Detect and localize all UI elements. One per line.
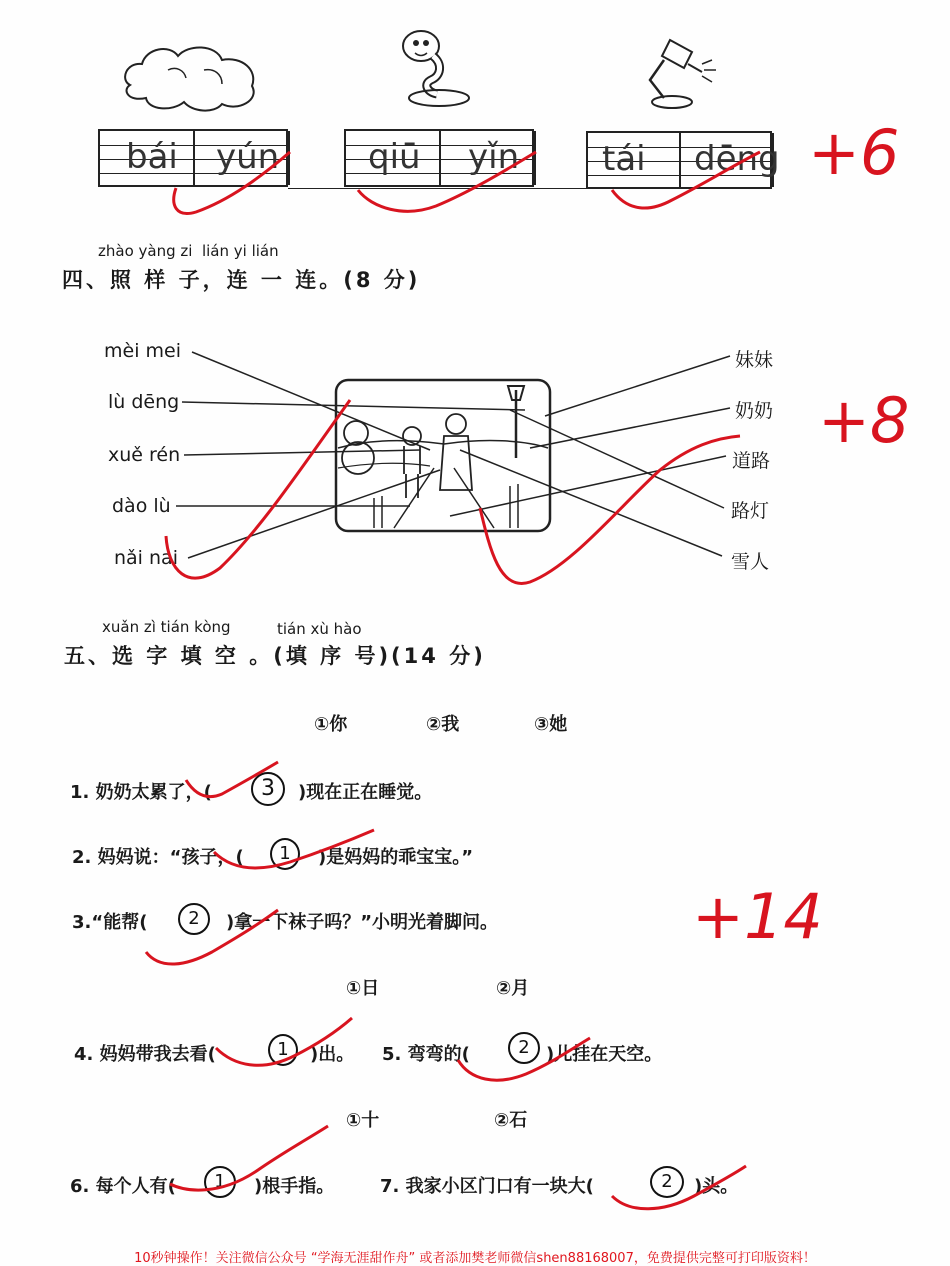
pinyin-label-ludeng: lù dēng: [108, 391, 180, 413]
word-nainai: 奶奶: [735, 400, 774, 422]
pinyin-syllable: yǐn: [468, 137, 520, 177]
matching-lines: [0, 330, 950, 600]
sentence-3-part-a: 3.“能帮(: [72, 912, 148, 933]
sentence-1-part-b: )现在正在睡觉。: [298, 782, 433, 803]
pinyin-syllable: qiū: [368, 137, 421, 177]
footer-notice: 10秒钟操作！关注微信公众号 “学海无涯甜作舟” 或者添加樊老师微信shen88168007，免费提供完整可打印版资料！: [134, 1251, 816, 1266]
answer-4: 1: [268, 1034, 298, 1066]
score-section3: +6: [808, 116, 900, 189]
sentence-7-part-a: 7. 我家小区门口有一块大(: [380, 1176, 594, 1197]
word-ludeng: 路灯: [731, 500, 770, 522]
pinyin-label-xueren: xuě rén: [108, 444, 181, 466]
pinyin-syllable: tái: [602, 139, 646, 179]
option-ri: ①日: [346, 978, 380, 999]
pinyin-label-nainai: nǎi nai: [114, 547, 178, 569]
sentence-2-part-a: 2. 妈妈说：“孩子，(: [72, 847, 244, 868]
word-daolu: 道路: [732, 450, 771, 472]
score-section4: +8: [818, 384, 910, 457]
section5-pinyin-2: tián xù hào: [277, 620, 362, 638]
section5-pinyin-1: xuǎn zì tián kòng: [102, 618, 231, 636]
answer-7: 2: [650, 1166, 684, 1198]
answer-1: 3: [251, 772, 285, 806]
pinyin-syllable: dēng: [694, 139, 780, 179]
sentence-2-part-b: )是妈妈的乖宝宝。”: [318, 847, 474, 868]
option-wo: ②我: [426, 714, 460, 735]
option-shi-ten: ①十: [346, 1110, 380, 1131]
answer-5: 2: [508, 1032, 540, 1064]
pinyin-label-daolu: dào lù: [112, 495, 171, 517]
sentence-6-part-b: )根手指。: [254, 1176, 335, 1197]
sentence-4-part-b: )出。: [310, 1044, 355, 1065]
sentence-4-part-a: 4. 妈妈带我去看(: [74, 1044, 216, 1065]
pinyin-syllable: bái: [126, 137, 178, 177]
sentence-5-part-a: 5. 弯弯的(: [382, 1044, 470, 1065]
answer-3: 2: [178, 903, 210, 935]
answer-6: 1: [204, 1166, 236, 1198]
section5-title: 五、选 字 填 空 。(填 序 号)(14 分): [64, 644, 486, 668]
sentence-7-part-b: )头。: [694, 1176, 739, 1197]
option-yue: ②月: [496, 978, 530, 999]
sentence-3-part-b: )拿一下袜子吗？”小明光着脚问。: [226, 912, 499, 933]
pinyin-syllable: yún: [216, 137, 280, 177]
option-ta: ③她: [534, 714, 568, 735]
sentence-6-part-a: 6. 每个人有(: [70, 1176, 176, 1197]
score-section5: +14: [692, 880, 823, 953]
section4-title: 四、照 样 子，连 一 连。(8 分): [62, 268, 421, 292]
option-shi-stone: ②石: [494, 1110, 528, 1131]
sentence-5-part-b: )儿挂在天空。: [546, 1044, 663, 1065]
check-marks-section5: [0, 760, 950, 1230]
word-xueren: 雪人: [731, 551, 770, 573]
sentence-1-part-a: 1. 奶奶太累了，(: [70, 782, 212, 803]
answer-2: 1: [270, 838, 300, 870]
pinyin-label-meimei: mèi mei: [104, 340, 181, 362]
option-ni: ①你: [314, 714, 348, 735]
word-meimei: 妹妹: [735, 349, 774, 371]
section4-pinyin: zhào yàng zi lián yi lián: [98, 242, 279, 260]
